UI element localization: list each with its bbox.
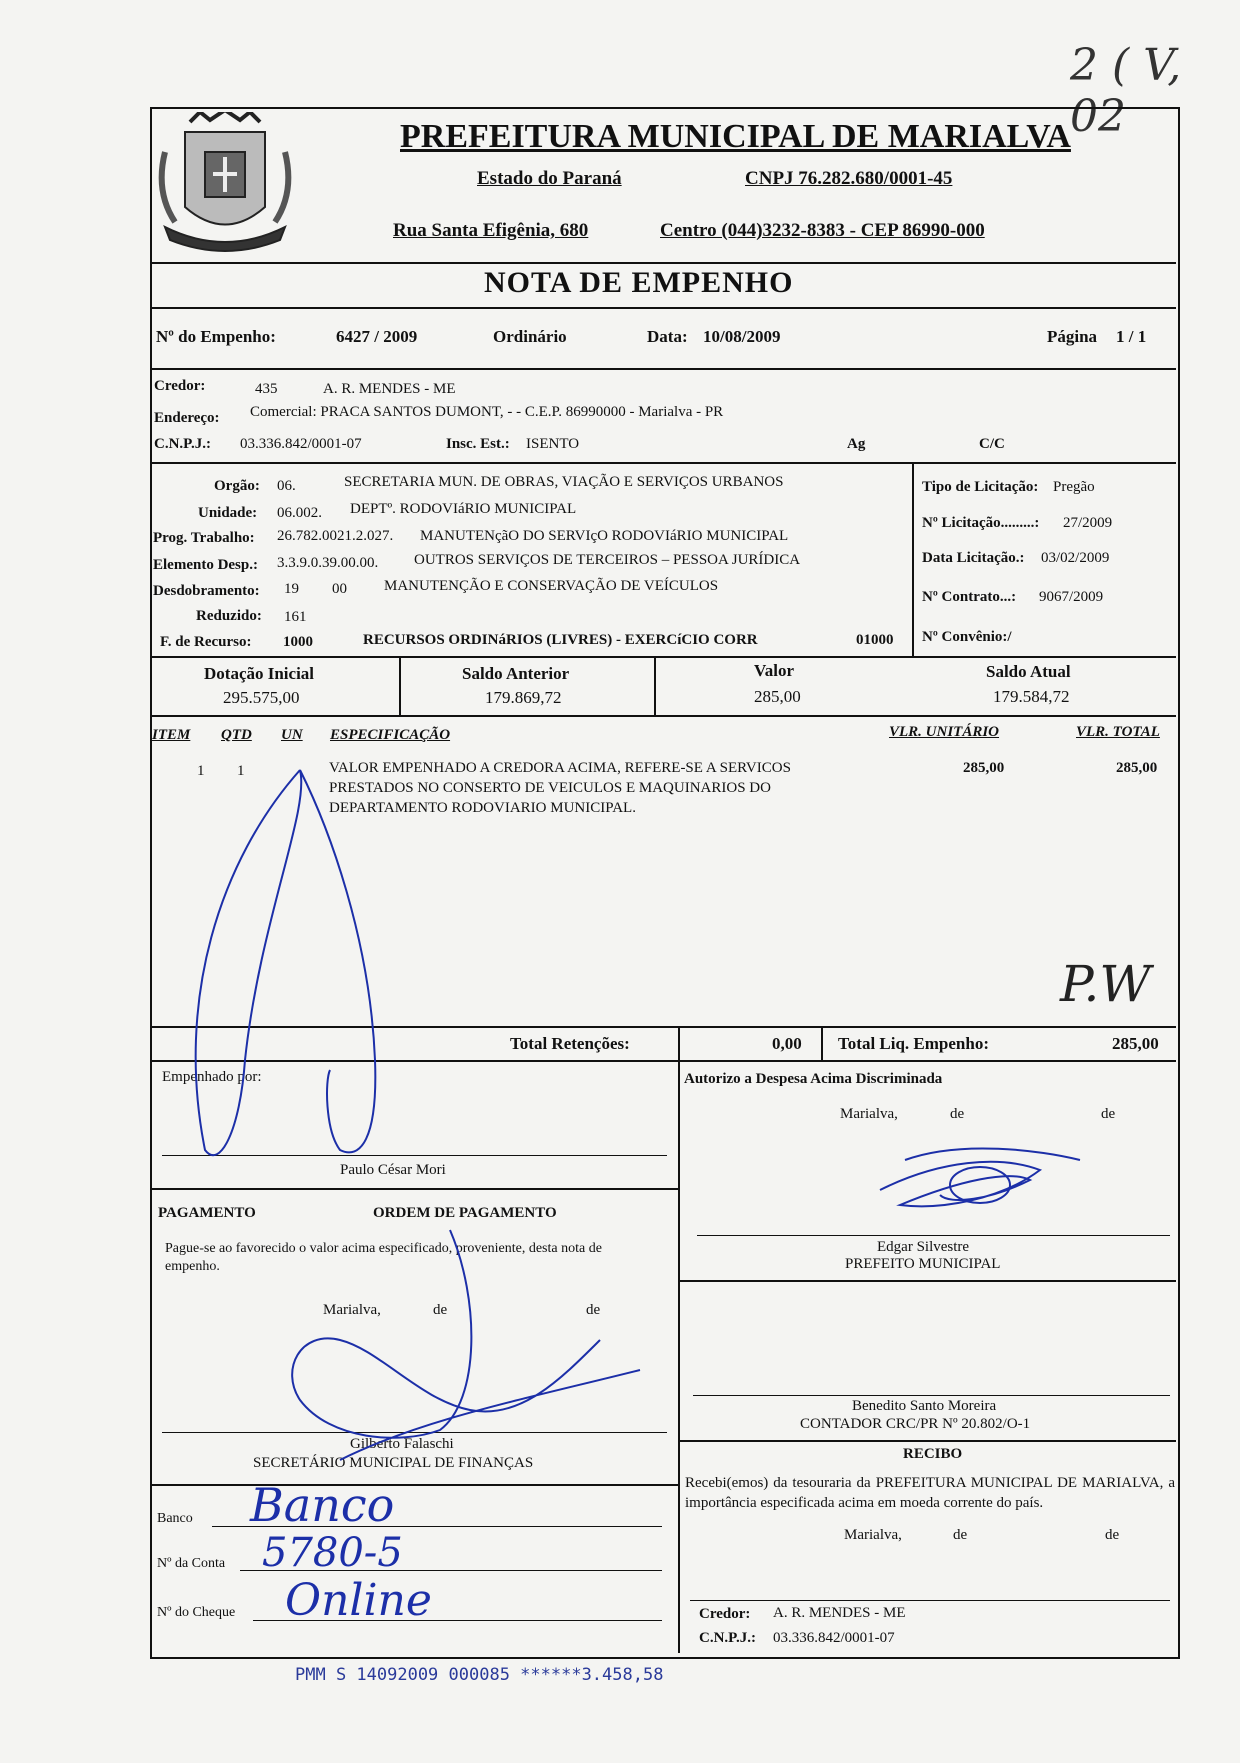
- page-label: Página: [1047, 327, 1098, 346]
- recibo-de-2: de: [1105, 1527, 1120, 1543]
- autorizo-de-2: de: [1101, 1106, 1116, 1122]
- empenho-number: 6427 / 2009: [336, 327, 418, 346]
- cheque-label: Nº do Cheque: [157, 1605, 236, 1620]
- empenho-type: Ordinário: [493, 327, 567, 346]
- licitacao-data-label: Data Licitação.:: [922, 550, 1025, 566]
- retencoes-value: 0,00: [772, 1034, 802, 1053]
- col-qtd: QTD: [221, 727, 252, 743]
- recibo-cnpj: 03.336.842/0001-07: [773, 1630, 895, 1646]
- recurso-name: RECURSOS ORDINáRIOS (LIVRES) - EXERCíCIO CORR: [363, 632, 758, 648]
- prefeito-title: PREFEITO MUNICIPAL: [845, 1256, 1001, 1272]
- ag-label: Ag: [847, 436, 866, 452]
- valor-label: Valor: [754, 661, 794, 680]
- elemento-label: Elemento Desp.:: [153, 557, 258, 573]
- contador-name: Benedito Santo Moreira: [852, 1398, 997, 1414]
- autorizo-de-1: de: [950, 1106, 965, 1122]
- row-total-value: 285,00: [1116, 760, 1158, 776]
- retencoes-label: Total Retenções:: [510, 1034, 630, 1053]
- unidade-name: DEPTº. RODOVIáRIO MUNICIPAL: [350, 501, 577, 517]
- credor-address: Comercial: PRACA SANTOS DUMONT, - - C.E.P. 86990000 - Marialva - PR: [250, 404, 724, 420]
- recibo-credor-name: A. R. MENDES - ME: [773, 1605, 906, 1621]
- col-un: UN: [281, 727, 303, 743]
- convenio-label: Nº Convênio:/: [922, 629, 1012, 645]
- reduzido-value: 161: [284, 609, 307, 625]
- orgao-label: Orgão:: [214, 478, 260, 494]
- address-label: Rua Santa Efigênia, 680: [393, 220, 589, 241]
- financas-name: Gilberto Falaschi: [350, 1436, 454, 1452]
- orgao-name: SECRETARIA MUN. DE OBRAS, VIAÇÃO E SERVIÇOS URBANOS: [344, 474, 784, 490]
- contact-label: Centro (044)3232-8383 - CEP 86990-000: [660, 220, 985, 241]
- pagamento-label: PAGAMENTO: [158, 1205, 256, 1221]
- cheque-handwritten: Online: [285, 1575, 432, 1626]
- contador-title: CONTADOR CRC/PR Nº 20.802/O-1: [800, 1416, 1031, 1432]
- reduzido-label: Reduzido:: [196, 608, 262, 624]
- cc-label: C/C: [979, 436, 1005, 452]
- address-field-label: Endereço:: [154, 410, 220, 426]
- desdobramento-name: MANUTENÇÃO E CONSERVAÇÃO DE VEÍCULOS: [384, 578, 719, 594]
- credor-cnpj: 03.336.842/0001-07: [240, 436, 362, 452]
- municipality-title: PREFEITURA MUNICIPAL DE MARIALVA: [400, 118, 1071, 155]
- conta-label: Nº da Conta: [157, 1556, 226, 1571]
- col-vlr-total: VLR. TOTAL: [1076, 724, 1160, 740]
- autorizo-city: Marialva,: [840, 1106, 898, 1122]
- page-number: 1 / 1: [1116, 327, 1147, 346]
- saldo-anterior-label: Saldo Anterior: [462, 664, 570, 683]
- row-item: 1: [197, 763, 205, 779]
- banco-label: Banco: [157, 1511, 193, 1526]
- col-item: ITEM: [152, 727, 191, 743]
- recibo-title: RECIBO: [903, 1446, 963, 1462]
- col-especificacao: ESPECIFICAÇÃO: [330, 727, 451, 743]
- recibo-text: Recebi(emos) da tesouraria da PREFEITURA MUNICIPAL DE MARIALVA, a importância especificada acima em moeda corrente do país.: [685, 1475, 1175, 1511]
- signature-financas-icon: [292, 1230, 640, 1460]
- tipo-licitacao: Pregão: [1053, 479, 1095, 495]
- empenhado-label: Empenhado por:: [162, 1069, 262, 1085]
- handwritten-date: 2 ( V, 02: [1070, 40, 1182, 142]
- unidade-label: Unidade:: [198, 505, 258, 521]
- recurso-num: 01000: [856, 632, 894, 648]
- insc-value: ISENTO: [526, 436, 580, 452]
- document-title: NOTA DE EMPENHO: [484, 266, 794, 299]
- insc-label: Insc. Est.:: [446, 436, 510, 452]
- banco-handwritten: Banco: [250, 1478, 395, 1532]
- elemento-code: 3.3.9.0.39.00.00.: [277, 555, 379, 571]
- saldo-atual-value: 179.584,72: [993, 687, 1070, 706]
- empenhado-name: Paulo César Mori: [340, 1162, 446, 1178]
- contrato-label: Nº Contrato...:: [922, 589, 1017, 605]
- recibo-credor-label: Credor:: [699, 1606, 751, 1622]
- row-unit-value: 285,00: [963, 760, 1005, 776]
- row-specification: VALOR EMPENHADO A CREDORA ACIMA, REFERE-SE A SERVICOS PRESTADOS NO CONSERTO DE VEICULOS E MAQUINARIOS DO DEPARTAMENTO RODOVIARIO MUNICIPAL.: [329, 760, 791, 816]
- valor-value: 285,00: [754, 687, 801, 706]
- signature-empenhado-icon: [196, 770, 376, 1155]
- desdobramento-label: Desdobramento:: [153, 583, 260, 599]
- elemento-name: OUTROS SERVIÇOS DE TERCEIROS – PESSOA JURÍDICA: [414, 552, 801, 568]
- empenho-date: 10/08/2009: [703, 327, 781, 346]
- conta-handwritten: 5780-5: [262, 1530, 403, 1576]
- row-qtd: 1: [237, 763, 245, 779]
- initials-signature: P.W: [1060, 955, 1151, 1013]
- empenho-date-label: Data:: [647, 327, 688, 346]
- desdobramento-b: 00: [332, 581, 347, 597]
- empenho-number-label: Nº do Empenho:: [156, 327, 276, 346]
- credor-code: 435: [255, 381, 278, 397]
- cnpj-label: CNPJ 76.282.680/0001-45: [745, 168, 953, 189]
- liq-empenho-label: Total Liq. Empenho:: [838, 1034, 989, 1053]
- prog-label: Prog. Trabalho:: [153, 530, 255, 546]
- licitacao-num-label: Nº Licitação.........:: [922, 515, 1040, 531]
- signature-prefeito-icon: [880, 1148, 1080, 1206]
- credor-label: Credor:: [154, 378, 206, 394]
- prog-code: 26.782.0021.2.027.: [277, 528, 394, 544]
- dotacao-value: 295.575,00: [223, 688, 300, 707]
- financas-title: SECRETÁRIO MUNICIPAL DE FINANÇAS: [253, 1455, 534, 1471]
- recurso-code: 1000: [283, 634, 313, 650]
- orgao-code: 06.: [277, 478, 296, 494]
- tipo-licitacao-label: Tipo de Licitação:: [922, 479, 1039, 495]
- saldo-anterior-value: 179.869,72: [485, 688, 562, 707]
- unidade-code: 06.002.: [277, 505, 322, 521]
- contrato-value: 9067/2009: [1039, 589, 1104, 605]
- saldo-atual-label: Saldo Atual: [986, 662, 1071, 681]
- ordem-de-1: de: [433, 1302, 448, 1318]
- cnpj-field-label: C.N.P.J.:: [154, 436, 211, 452]
- col-vlr-unitario: VLR. UNITÁRIO: [889, 724, 1000, 740]
- recibo-city: Marialva,: [844, 1527, 902, 1543]
- autorizo-label: Autorizo a Despesa Acima Discriminada: [684, 1071, 943, 1087]
- liq-empenho-value: 285,00: [1112, 1034, 1159, 1053]
- credor-name: A. R. MENDES - ME: [323, 381, 456, 397]
- ordem-city: Marialva,: [323, 1302, 381, 1318]
- prefeito-name: Edgar Silvestre: [877, 1239, 970, 1255]
- dotacao-label: Dotação Inicial: [204, 664, 315, 683]
- ordem-de-2: de: [586, 1302, 601, 1318]
- recurso-label: F. de Recurso:: [160, 634, 252, 650]
- state-label: Estado do Paraná: [477, 168, 622, 189]
- recibo-cnpj-label: C.N.P.J.:: [699, 1630, 756, 1646]
- pague-text: Pague-se ao favorecido o valor acima especificado, proveniente, desta nota de empenho.: [165, 1241, 602, 1274]
- licitacao-num: 27/2009: [1063, 515, 1113, 531]
- desdobramento-a: 19: [284, 581, 299, 597]
- recibo-de-1: de: [953, 1527, 968, 1543]
- prog-name: MANUTENçãO DO SERVIçO RODOVIáRIO MUNICIPAL: [420, 528, 789, 544]
- ordem-pagamento-label: ORDEM DE PAGAMENTO: [373, 1205, 557, 1221]
- licitacao-data: 03/02/2009: [1041, 550, 1110, 566]
- payment-stamp: PMM S 14092009 000085 ******3.458,58: [295, 1665, 664, 1685]
